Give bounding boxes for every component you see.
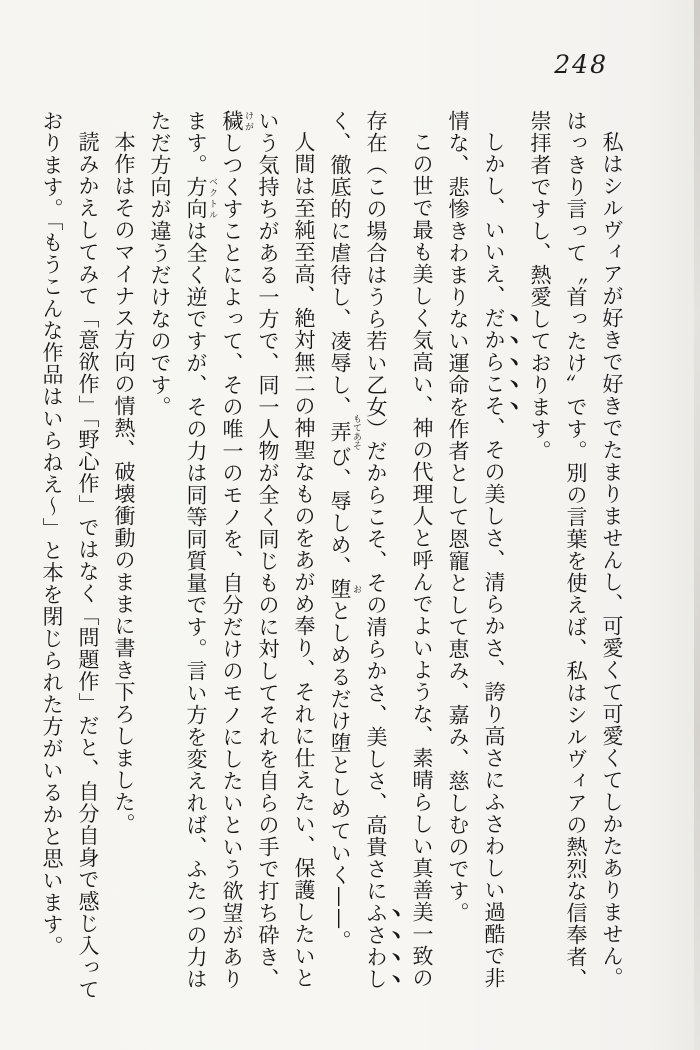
ruby-annotated-text: 弄 もてあそ bbox=[328, 414, 361, 450]
text-run: 本作はそのマイナス方向の情熱、破壊衝動のままに書き下ろしました。 bbox=[112, 131, 136, 835]
emphasized-text-run: ふさわし bbox=[364, 902, 388, 990]
ruby-annotated-text: 堕 お bbox=[328, 578, 361, 600]
text-run: この世で最も美しく気高い、神の代理人と呼んでよいような、素晴らしい真善美一致の存在（この場合はうら若い乙女）だからこそ、その清らかさ、美しさ、高貴さに bbox=[364, 110, 434, 989]
text-run: 、その美しさ、清らかさ、誇り高さにふさわしい過酷で非情な、悲惨きわまりない運命を作者として恩寵として恵み、嘉み、慈しむのです。 bbox=[446, 110, 506, 989]
ruby-annotated-text: 穢 けが bbox=[220, 110, 253, 132]
furigana: ベクトル bbox=[207, 176, 217, 220]
paragraph bbox=[142, 110, 322, 1006]
furigana: お bbox=[351, 578, 361, 600]
text-run: び、辱しめ、 bbox=[328, 446, 352, 578]
text-run: は全く逆ですが、その力は同等同質量です。言い方を変えれば、ふたつの力はただ方向が違うだけなのです。 bbox=[148, 110, 208, 990]
text-run: しつくすことによって、その唯一のモノを、自分だけのモノにしたいという欲望があります。 bbox=[184, 110, 244, 990]
paragraph bbox=[440, 110, 522, 1006]
text-run: としめるだけ堕としめていく——。 bbox=[328, 600, 352, 952]
text-run: く、徹底的に虐待し、凌辱し、 bbox=[328, 110, 352, 418]
paragraph bbox=[522, 110, 630, 1006]
text-block bbox=[34, 110, 630, 1006]
text-run: 人間は至純至高、絶対無二の神聖なものをあがめ奉り、それに仕えたい、保護したいという気持ちがある一方で、同一人物が全く同じものに対してそれを自らの手で打ち砕き、 bbox=[256, 110, 316, 990]
text-run: しかし、いいえ、 bbox=[482, 131, 506, 307]
furigana: けが bbox=[243, 110, 253, 132]
page-number: 248 bbox=[554, 50, 608, 79]
text-run: 私はシルヴィアが好きで好きでたまりませんし、可愛くて可愛くてしかたありません。はっきり言って〝首ったけ〟です。別の言葉を使えば、私はシルヴィアの熱烈な信奉者、崇拝者ですし、熱愛しております。 bbox=[528, 110, 624, 990]
emphasized-text-run: だからこそ bbox=[482, 307, 506, 417]
paragraph bbox=[106, 110, 142, 1006]
ruby-annotated-text: 方向 ベクトル bbox=[184, 176, 217, 220]
text-run: 読みかえしてみて「意欲作」「野心作」ではなく「問題作」だと、自分自身で感じ入っております。「もうこんな作品はいらねえ〜」と本を閉じられた方がいるかと思います。 bbox=[40, 110, 100, 1001]
paragraph bbox=[322, 110, 440, 1006]
scan-edge-artifact bbox=[694, 0, 700, 1050]
paragraph bbox=[34, 110, 106, 1006]
furigana: もてあそ bbox=[351, 414, 361, 450]
